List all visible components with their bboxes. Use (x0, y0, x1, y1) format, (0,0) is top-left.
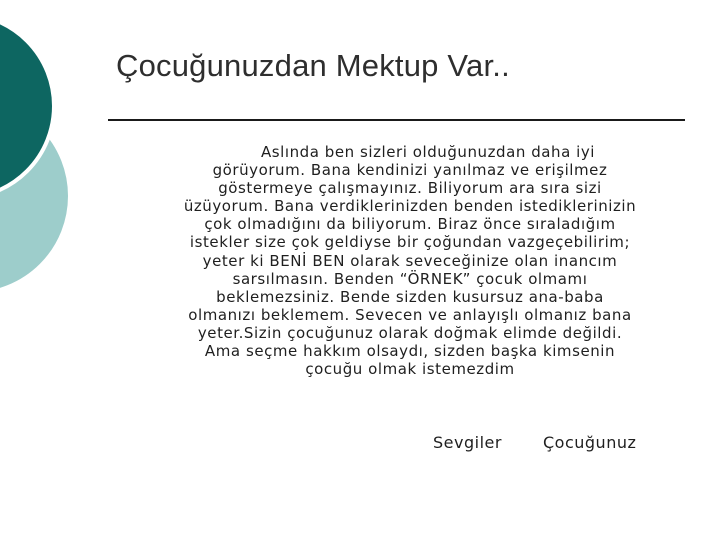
signature-text: Çocuğunuz (543, 433, 637, 452)
letter-line: yeter.Sizin çocuğunuz olarak doğmak elimde değildi. (197, 323, 623, 342)
letter-line: Ama seçme hakkım olsaydı, sizden başka kimsenin (204, 342, 616, 361)
slide-title: Çocuğunuzdan Mektup Var.. (116, 48, 510, 83)
letter-line: çok olmadığını da biliyorum. Biraz önce sıraladığım (204, 215, 616, 234)
letter-line: göstermeye çalışmayınız. Biliyorum ara sıra sizi (218, 179, 602, 198)
letter-line: Aslında ben sizleri olduğunuzdan daha iyi (261, 143, 595, 161)
letter-line: olmanızı beklemem. Sevecen ve anlayışlı olmanız bana (188, 305, 632, 324)
letter-line: görüyorum. Bana kendinizi yanılmaz ve erişilmez (212, 161, 608, 180)
letter-line: yeter ki BENİ BEN olarak seveceğinize olan inancım (202, 251, 618, 270)
letter-body (140, 143, 680, 378)
letter-line: çocuğu olmak istemezdim (305, 360, 515, 379)
letter-line: beklemezsiniz. Bende sizden kusursuz ana-baba (216, 287, 604, 306)
letter-line: istekler size çok geldiyse bir çoğundan vazgeçebilirim; (189, 233, 631, 252)
decorative-circles (0, 0, 120, 300)
letter-line: üzüyorum. Bana verdiklerinizden benden istediklerinizin (183, 197, 637, 216)
letter-line: sarsılmasın. Benden “ÖRNEK” çocuk olmamı (232, 269, 588, 288)
title-divider (108, 119, 685, 121)
closing-text: Sevgiler (433, 433, 502, 452)
